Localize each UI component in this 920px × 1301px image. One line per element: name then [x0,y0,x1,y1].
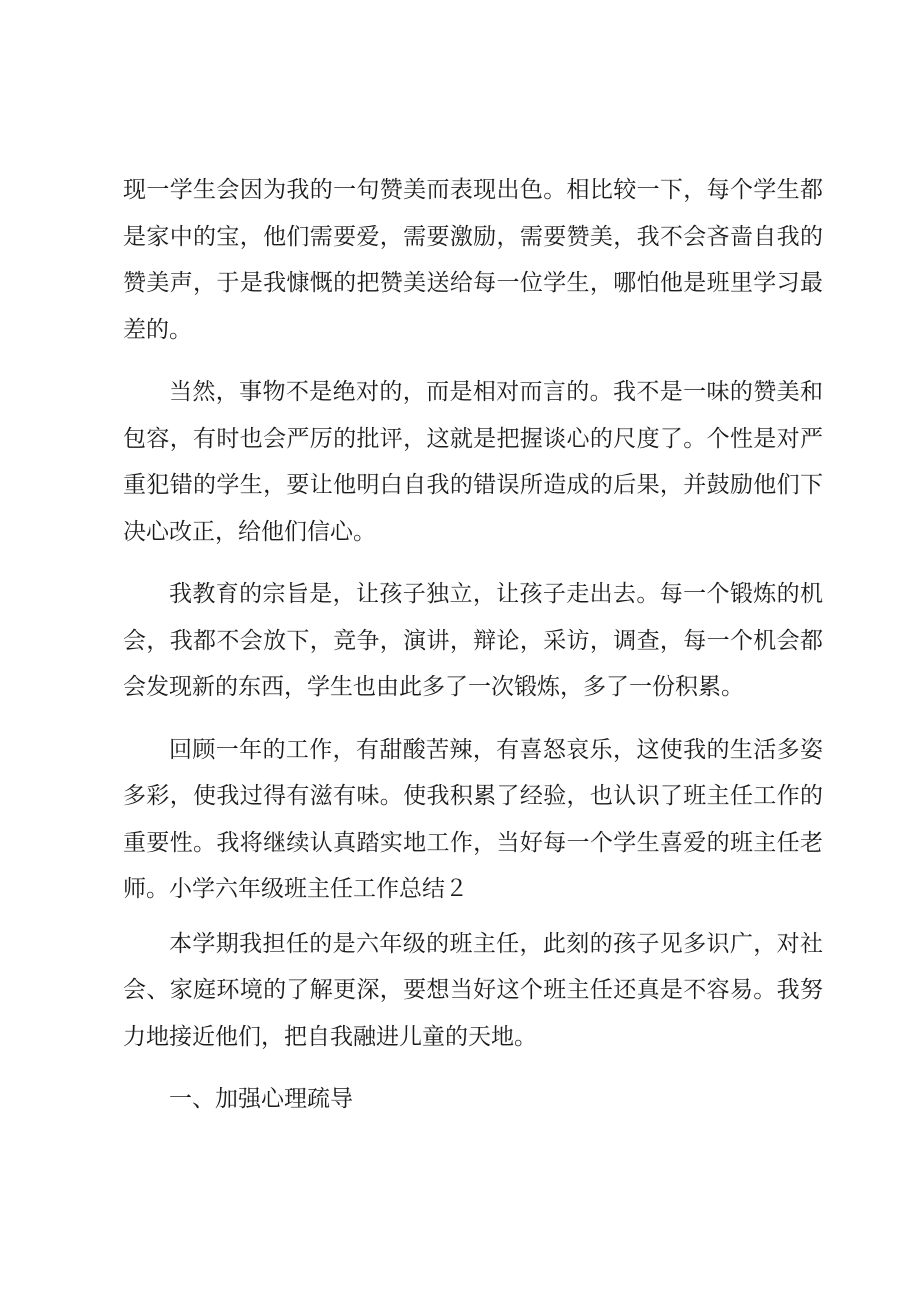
paragraph-education-purpose: 我教育的宗旨是，让孩子独立，让孩子走出去。每一个锻炼的机会，我都不会放下，竞争，演讲，辩论，采访，调查，每一个机会都会发现新的东西，学生也由此多了一次锻炼，多了一份积累。 [123,581,823,700]
paragraph-relative-praise: 当然，事物不是绝对的，而是相对而言的。我不是一味的赞美和包容，有时也会严厉的批评，这就是把握谈心的尺度了。个性是对严重犯错的学生，要让他明白自我的错误所造成的后果，并鼓励他们下决心改正，给他们信心。 [123,379,823,545]
section-heading: 一、加强心理疏导 [169,1086,353,1112]
paragraph-continuation: 现一学生会因为我的一句赞美而表现出色。相比较一下，每个学生都是家中的宝，他们需要爱，需要激励，需要赞美，我不会吝啬自我的赞美声，于是我慷慨的把赞美送给每一位学生，哪怕他是班里学习最差的。 [123,177,823,343]
paragraph-year-review: 回顾一年的工作，有甜酸苦辣，有喜怒哀乐，这使我的生活多姿多彩，使我过得有滋有味。使我积累了经验，也认识了班主任工作的重要性。我将继续认真踏实地工作，当好每一个学生喜爱的班主任老师。小学六年级班主任工作总结２ [123,736,823,902]
document-body [123,167,823,1123]
paragraph-semester-intro: 本学期我担任的是六年级的班主任，此刻的孩子见多识广，对社会、家庭环境的了解更深，要想当好这个班主任还真是不容易。我努力地接近他们，把自我融进儿童的天地。 [123,930,823,1050]
